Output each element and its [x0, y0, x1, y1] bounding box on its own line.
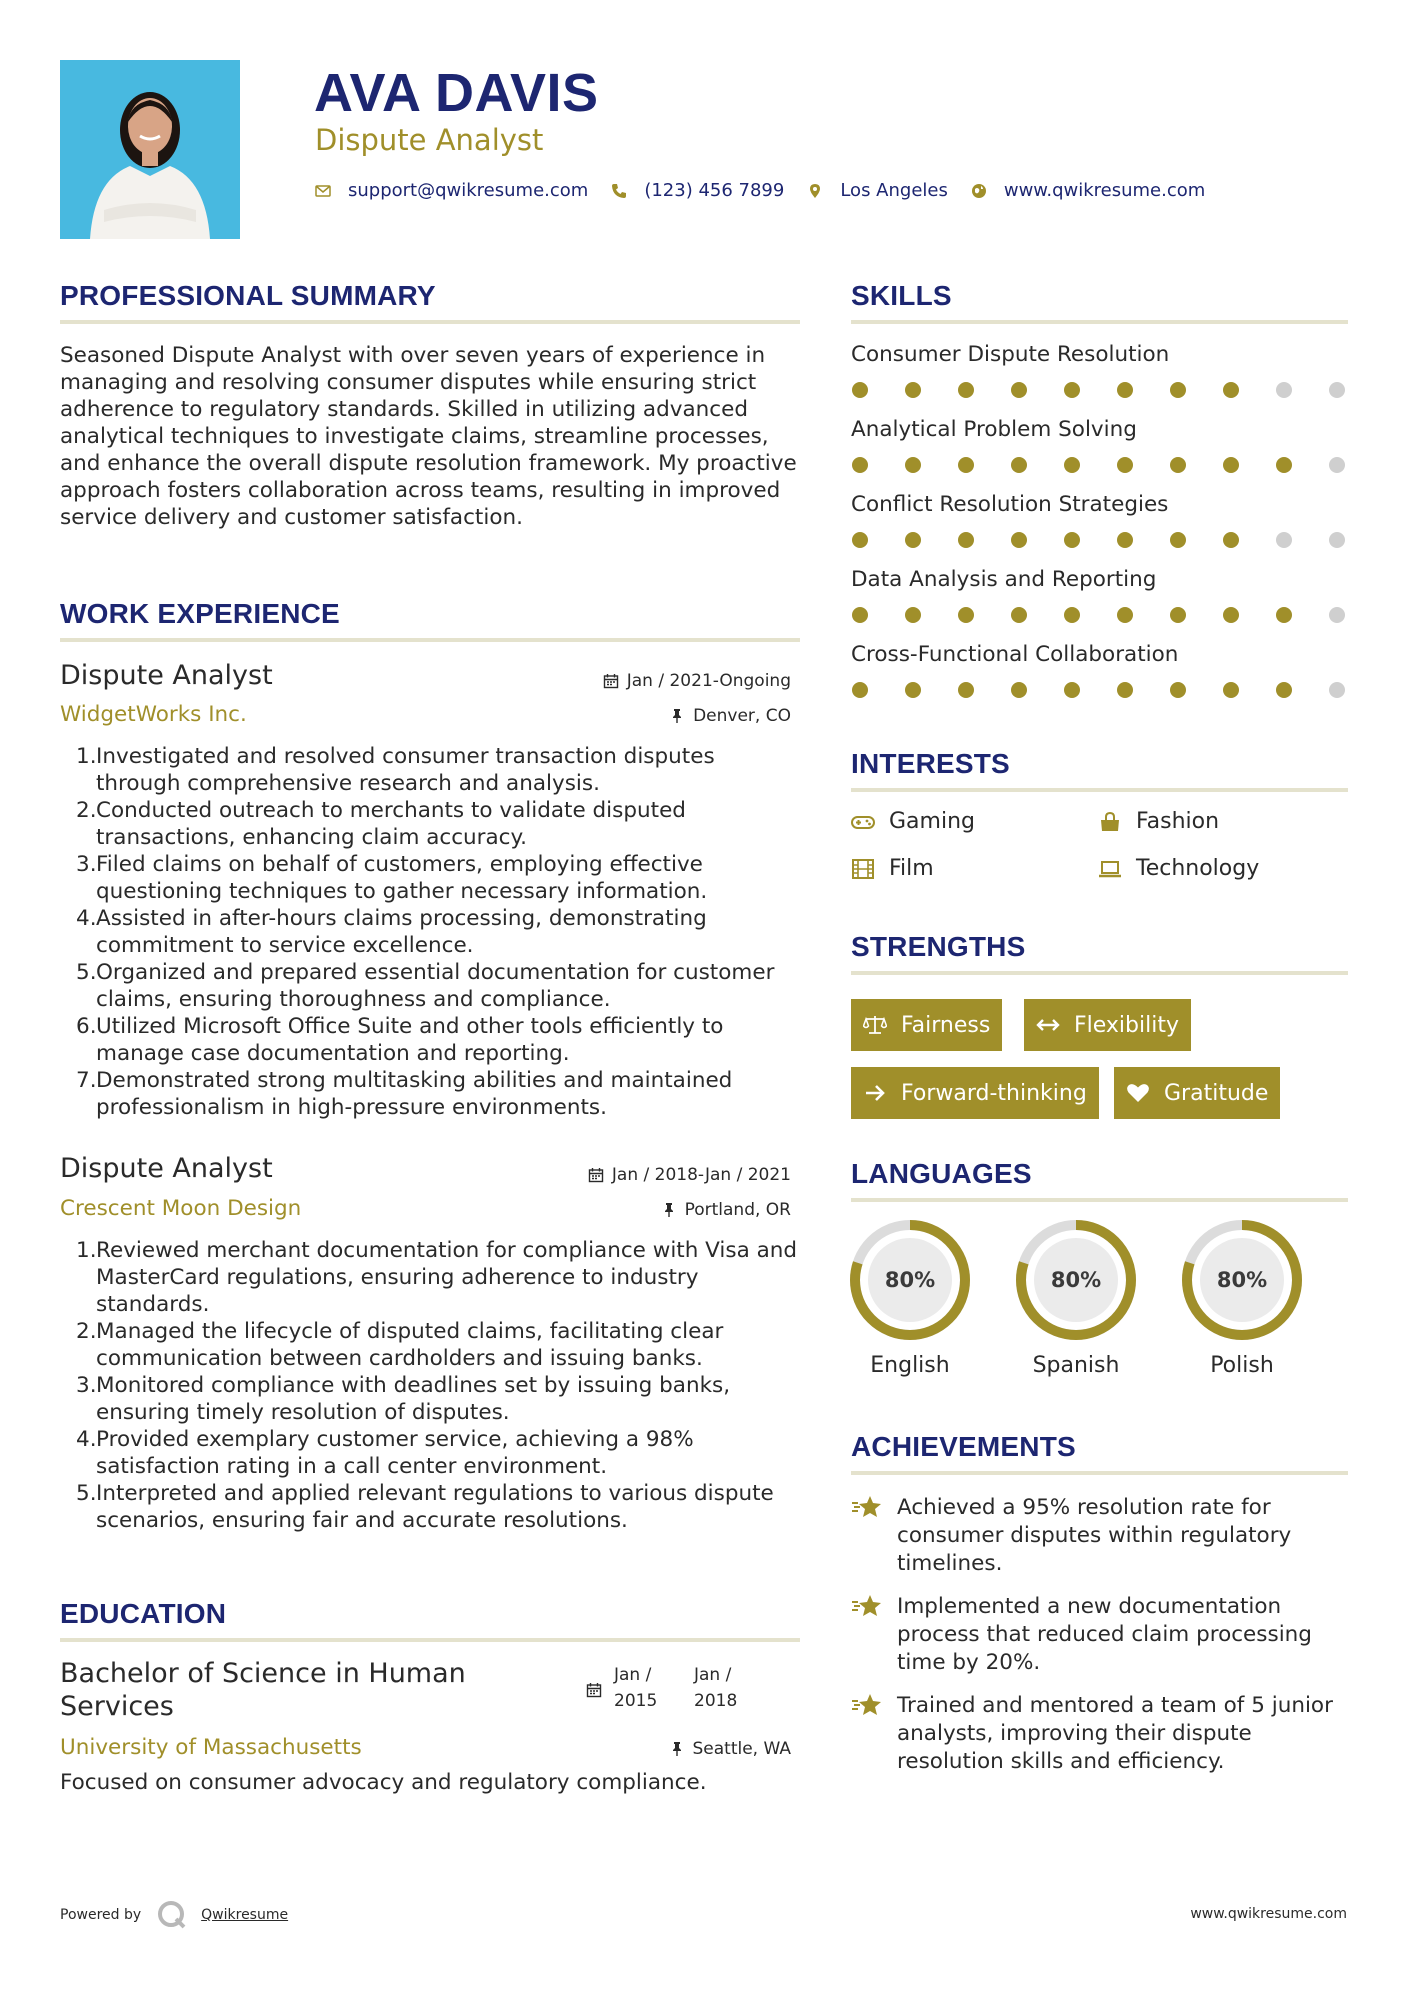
calendar-icon	[586, 1680, 602, 1696]
job-location	[661, 1200, 791, 1220]
start-date	[614, 1662, 694, 1714]
laptop-icon	[1098, 858, 1124, 880]
rating-dot-filled	[1064, 457, 1080, 473]
strength-chip	[851, 1067, 1099, 1119]
qwikresume-logo-icon	[157, 1900, 187, 1930]
rating-dot-filled	[852, 457, 868, 473]
job-dates	[588, 1165, 791, 1185]
footer-powered-by	[60, 1900, 288, 1930]
experience-heading: WORK EXPERIENCE	[60, 598, 340, 629]
language-gauge	[1181, 1219, 1303, 1341]
job-company: Crescent Moon Design	[60, 1196, 302, 1221]
rating-dot-filled	[1276, 607, 1292, 623]
rating-dot-filled	[1011, 682, 1027, 698]
language-name: English	[870, 1353, 950, 1378]
strengths-heading: STRENGTHS	[851, 931, 1026, 962]
interest-label: Technology	[1136, 856, 1260, 881]
list-item: Investigated and resolved consumer transaction disputes through comprehensive research and analysis.	[96, 744, 715, 796]
dates-text: Jan / 2021-Ongoing	[626, 671, 791, 691]
location-text: Denver, CO	[693, 706, 791, 726]
interest-label: Film	[889, 856, 934, 881]
gauge-label: 80%	[1216, 1268, 1268, 1292]
interests-heading: INTERESTS	[851, 748, 1010, 779]
rating-dot-filled	[1223, 382, 1239, 398]
email-text: support@qwikresume.com	[348, 180, 589, 201]
location-text: Portland, OR	[684, 1200, 791, 1220]
start-year: 2015	[614, 1691, 658, 1711]
interest-item	[851, 856, 934, 881]
education-dates	[586, 1662, 774, 1714]
rating-dot-filled	[852, 532, 868, 548]
rating-dot-filled	[905, 457, 921, 473]
rating-dot-filled	[958, 382, 974, 398]
strength-label: Flexibility	[1074, 1012, 1179, 1038]
rating-dot-empty	[1329, 457, 1345, 473]
rating-dot-filled	[905, 682, 921, 698]
language-gauge	[1015, 1219, 1137, 1341]
contact-website[interactable]	[970, 180, 1205, 201]
phone-icon	[610, 182, 628, 200]
rating-dot-filled	[1011, 457, 1027, 473]
rating-dot-empty	[1329, 382, 1345, 398]
rating-dot-filled	[905, 532, 921, 548]
rating-dot-filled	[1064, 607, 1080, 623]
rating-dot-filled	[958, 682, 974, 698]
rating-dot-filled	[852, 382, 868, 398]
shopping-bag-icon	[1098, 811, 1124, 833]
gauge-label: 80%	[884, 1268, 936, 1292]
interest-label: Fashion	[1136, 809, 1220, 834]
globe-icon	[970, 182, 988, 200]
skill-name: Consumer Dispute Resolution	[851, 342, 1170, 367]
list-item: Interpreted and applied relevant regulations to various dispute scenarios, ensuring fair and accurate resolutions.	[96, 1481, 774, 1533]
star-award-icon	[851, 1692, 885, 1720]
rating-dot-filled	[1117, 382, 1133, 398]
language-item	[1181, 1219, 1303, 1378]
summary-text: Seasoned Dispute Analyst with over seven years of experience in managing and resolving consumer disputes while ensuring strict adherence to regulatory standards. Skilled in utilizing advanced analytical techniques to investigate claims, streamline processes, and enhance the overall dispute resolution framework. My proactive approach fosters collaboration across teams, resulting in improved service delivery and customer satisfaction.	[60, 343, 797, 530]
rating-dot-filled	[958, 532, 974, 548]
candidate-name: AVA DAVIS	[314, 63, 599, 123]
rating-dot-filled	[1223, 457, 1239, 473]
skill-name: Analytical Problem Solving	[851, 417, 1137, 442]
rating-dot-filled	[1223, 532, 1239, 548]
list-item: Monitored compliance with deadlines set by issuing banks, ensuring timely resolution of disputes.	[96, 1373, 731, 1425]
rating-dot-filled	[905, 382, 921, 398]
job-location	[669, 706, 791, 726]
rating-dot-filled	[852, 607, 868, 623]
rating-dot-filled	[1276, 682, 1292, 698]
interest-item	[1098, 809, 1219, 834]
envelope-icon	[314, 182, 332, 200]
achievement-item	[851, 1494, 1351, 1578]
achievement-text: Trained and mentored a team of 5 junior analysts, improving their dispute resolution skills and efficiency.	[897, 1693, 1333, 1774]
rating-dot-filled	[1170, 457, 1186, 473]
skill-rating	[852, 607, 1382, 623]
rating-dot-empty	[1329, 607, 1345, 623]
rating-dot-filled	[1011, 382, 1027, 398]
contact-bar	[314, 180, 1227, 201]
list-item: Demonstrated strong multitasking abilities and maintained professionalism in high-pressure environments.	[96, 1068, 733, 1120]
achievement-text: Achieved a 95% resolution rate for consumer disputes within regulatory timelines.	[897, 1495, 1292, 1576]
experience-divider	[60, 638, 800, 642]
rating-dot-filled	[1064, 382, 1080, 398]
languages-heading: LANGUAGES	[851, 1158, 1032, 1189]
education-divider	[60, 1638, 800, 1642]
rating-dot-filled	[1117, 457, 1133, 473]
brand-link[interactable]: Qwikresume	[201, 1907, 289, 1923]
rating-dot-filled	[1223, 682, 1239, 698]
achievements-heading: ACHIEVEMENTS	[851, 1431, 1076, 1462]
skill-name: Cross-Functional Collaboration	[851, 642, 1179, 667]
languages-divider	[851, 1198, 1348, 1202]
degree-title: Bachelor of Science in Human Services	[60, 1658, 466, 1722]
skill-rating	[852, 382, 1382, 398]
candidate-title: Dispute Analyst	[315, 123, 544, 157]
job-title: Dispute Analyst	[60, 660, 273, 691]
rating-dot-empty	[1329, 532, 1345, 548]
list-item: Assisted in after-hours claims processing, demonstrating commitment to service excellence.	[96, 906, 707, 958]
rating-dot-filled	[852, 682, 868, 698]
rating-dot-filled	[1170, 607, 1186, 623]
skill-rating	[852, 457, 1382, 473]
contact-location	[806, 180, 948, 201]
heart-icon	[1126, 1082, 1152, 1104]
rating-dot-filled	[1064, 682, 1080, 698]
star-award-icon	[851, 1593, 885, 1621]
strengths-divider	[851, 971, 1348, 975]
start-month: Jan /	[614, 1665, 652, 1685]
rating-dot-filled	[1170, 532, 1186, 548]
balance-scale-icon	[863, 1014, 889, 1036]
school-name: University of Massachusetts	[60, 1735, 362, 1760]
profile-photo	[60, 60, 240, 239]
rating-dot-filled	[1276, 457, 1292, 473]
rating-dot-filled	[905, 607, 921, 623]
phone-text: (123) 456 7899	[644, 180, 785, 201]
pin-icon	[669, 708, 685, 724]
list-item: Reviewed merchant documentation for compliance with Visa and MasterCard regulations, ensuring adherence to industry standards.	[96, 1238, 798, 1317]
rating-dot-filled	[1011, 607, 1027, 623]
list-item: Provided exemplary customer service, achieving a 98% satisfaction rating in a call center environment.	[96, 1427, 694, 1479]
job-company: WidgetWorks Inc.	[60, 702, 247, 727]
strength-chip	[851, 999, 1002, 1051]
footer-website[interactable]: www.qwikresume.com	[1190, 1906, 1347, 1922]
rating-dot-filled	[958, 457, 974, 473]
rating-dot-empty	[1276, 382, 1292, 398]
end-date	[694, 1662, 774, 1714]
language-item	[849, 1219, 971, 1378]
contact-phone[interactable]	[610, 180, 784, 201]
film-icon	[851, 858, 877, 880]
language-name: Spanish	[1032, 1353, 1120, 1378]
job-dates	[603, 671, 791, 691]
language-name: Polish	[1210, 1353, 1274, 1378]
interests-divider	[851, 788, 1348, 792]
summary-heading: PROFESSIONAL SUMMARY	[60, 280, 436, 311]
strength-label: Fairness	[901, 1012, 991, 1038]
strength-label: Forward-thinking	[901, 1080, 1087, 1106]
job-bullets	[78, 1237, 800, 1534]
arrow-right-icon	[863, 1082, 889, 1104]
contact-email[interactable]	[314, 180, 588, 201]
rating-dot-empty	[1276, 532, 1292, 548]
rating-dot-filled	[1223, 607, 1239, 623]
rating-dot-filled	[1064, 532, 1080, 548]
skills-divider	[851, 320, 1348, 324]
rating-dot-filled	[1170, 382, 1186, 398]
achievements-divider	[851, 1471, 1348, 1475]
calendar-icon	[588, 1167, 604, 1183]
language-item	[1015, 1219, 1137, 1378]
rating-dot-filled	[1117, 607, 1133, 623]
pin-icon	[661, 1202, 677, 1218]
interest-label: Gaming	[889, 809, 975, 834]
list-item: Organized and prepared essential documentation for customer claims, ensuring thoroughness and compliance.	[96, 960, 775, 1012]
rating-dot-filled	[1117, 682, 1133, 698]
powered-by-text: Powered by	[60, 1907, 142, 1923]
language-gauge	[849, 1219, 971, 1341]
strength-chip	[1114, 1067, 1280, 1119]
achievement-item	[851, 1692, 1351, 1776]
rating-dot-filled	[1170, 682, 1186, 698]
education-description: Focused on consumer advocacy and regulatory compliance.	[60, 1770, 707, 1795]
calendar-icon	[603, 673, 619, 689]
star-award-icon	[851, 1494, 885, 1522]
rating-dot-empty	[1329, 682, 1345, 698]
rating-dot-filled	[1011, 532, 1027, 548]
skill-rating	[852, 532, 1382, 548]
job-title: Dispute Analyst	[60, 1153, 273, 1184]
website-text: www.qwikresume.com	[1003, 180, 1206, 201]
interest-item	[851, 809, 975, 834]
end-month: Jan /	[694, 1665, 732, 1685]
dates-text: Jan / 2018-Jan / 2021	[611, 1165, 791, 1185]
skills-heading: SKILLS	[851, 280, 952, 311]
education-heading: EDUCATION	[60, 1598, 227, 1629]
arrows-horizontal-icon	[1036, 1014, 1062, 1036]
rating-dot-filled	[958, 607, 974, 623]
location-text: Seattle, WA	[692, 1739, 791, 1759]
list-item: Filed claims on behalf of customers, employing effective questioning techniques to gather necessary information.	[96, 852, 708, 904]
skill-rating	[852, 682, 1382, 698]
interest-item	[1098, 856, 1259, 881]
location-text: Los Angeles	[840, 180, 948, 201]
pin-icon	[669, 1741, 685, 1757]
rating-dot-filled	[1117, 532, 1133, 548]
summary-divider	[60, 320, 800, 324]
skill-name: Data Analysis and Reporting	[851, 567, 1157, 592]
achievement-item	[851, 1593, 1351, 1677]
end-year: 2018	[694, 1691, 738, 1711]
list-item: Conducted outreach to merchants to validate disputed transactions, enhancing claim accuracy.	[96, 798, 686, 850]
achievement-text: Implemented a new documentation process that reduced claim processing time by 20%.	[897, 1594, 1312, 1675]
strength-label: Gratitude	[1164, 1080, 1269, 1106]
skill-name: Conflict Resolution Strategies	[851, 492, 1169, 517]
list-item: Managed the lifecycle of disputed claims, facilitating clear communication between cardholders and issuing banks.	[96, 1319, 724, 1371]
map-marker-icon	[806, 182, 824, 200]
gauge-label: 80%	[1050, 1268, 1102, 1292]
gamepad-icon	[851, 811, 877, 833]
strength-chip	[1024, 999, 1191, 1051]
education-location	[669, 1739, 792, 1759]
list-item: Utilized Microsoft Office Suite and other tools efficiently to manage case documentation and reporting.	[96, 1014, 724, 1066]
job-bullets	[78, 743, 800, 1121]
